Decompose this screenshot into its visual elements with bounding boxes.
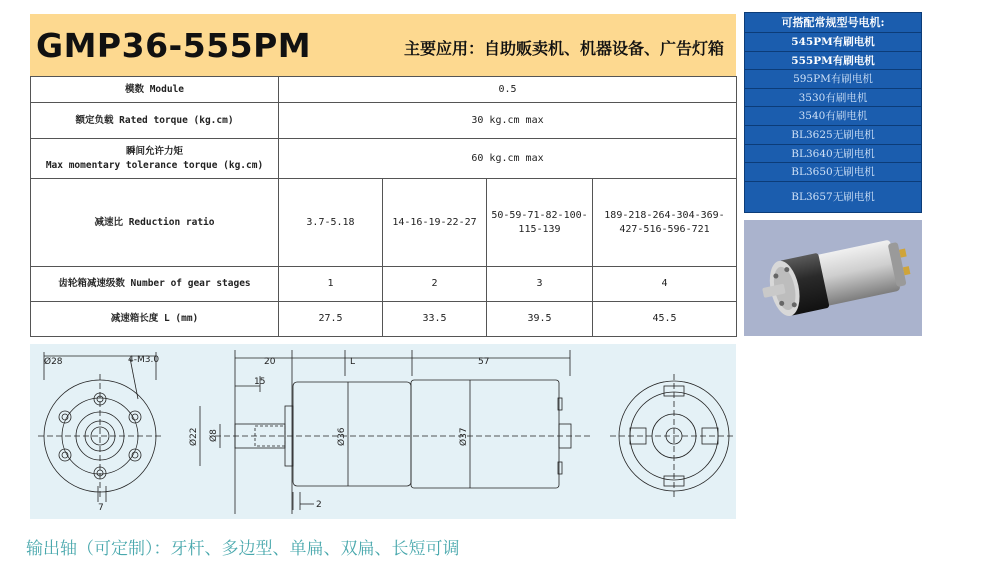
dim-d37: Ø37 (459, 427, 469, 446)
ratio-label: 减速比 Reduction ratio (31, 179, 279, 267)
max-torque-label (31, 139, 279, 179)
motor-item: 3540有刷电机 (745, 107, 921, 126)
length-value-2: 33.5 (383, 302, 487, 337)
spec-table (30, 76, 737, 337)
motor-item: BL3657无刷电机 (791, 190, 875, 203)
table-row (31, 302, 737, 337)
dim-15: 15 (254, 377, 266, 387)
motor-item: BL3650无刷电机 (745, 163, 921, 182)
dim-d28: Ø28 (44, 357, 63, 367)
ratio-value-3: 50-59-71-82-100-115-139 (487, 179, 593, 267)
motor-list (744, 12, 922, 213)
length-value-4: 45.5 (593, 302, 737, 337)
footer-output-shaft-note: 输出轴（可定制）：牙杆、多边型、单扁、双扁、长短可调 (26, 539, 460, 559)
motor-item: 3530有刷电机 (745, 89, 921, 108)
header-banner (30, 14, 736, 76)
dim-d22: Ø22 (189, 427, 199, 446)
rated-torque-label: 额定负载 Rated torque (kg.cm) (31, 103, 279, 139)
table-row (31, 179, 737, 267)
motor-list-title: 可搭配常规型号电机: (745, 13, 921, 33)
dim-m3: 4-M3.0 (128, 355, 160, 365)
model-title: GMP36-555PM (36, 26, 312, 65)
motor-item: 555PM有刷电机 (745, 52, 921, 71)
rated-torque-value: 30 kg.cm max (279, 103, 737, 139)
stages-label: 齿轮箱减速级数 Number of gear stages (31, 267, 279, 302)
max-torque-value: 60 kg.cm max (279, 139, 737, 179)
length-value-1: 27.5 (279, 302, 383, 337)
dim-2: 2 (316, 500, 322, 510)
max-torque-label-en: Max momentary tolerance torque (kg.cm) (45, 159, 264, 171)
module-value: 0.5 (279, 77, 737, 103)
table-row (31, 139, 737, 179)
application-text: 主要应用：自助贩卖机、机器设备、广告灯箱 (403, 39, 724, 58)
dim-57: 57 (478, 357, 490, 367)
motor-item: 595PM有刷电机 (745, 70, 921, 89)
dim-d8: Ø8 (209, 429, 219, 442)
ratio-value-1: 3.7-5.18 (279, 179, 383, 267)
max-torque-label-cn: 瞬间允许力矩 (125, 145, 183, 157)
table-row (31, 267, 737, 302)
table-row (31, 103, 737, 139)
stages-value-1: 1 (279, 267, 383, 302)
module-label: 模数 Module (31, 77, 279, 103)
length-value-3: 39.5 (487, 302, 593, 337)
table-row (31, 77, 737, 103)
motor-item: 545PM有刷电机 (745, 33, 921, 52)
dim-7: 7 (98, 503, 104, 513)
dim-l: L (350, 357, 356, 367)
gear-motor-image (744, 220, 922, 336)
technical-drawing (30, 344, 736, 519)
dim-d36: Ø36 (337, 427, 347, 446)
dim-20: 20 (264, 357, 276, 367)
product-photo (744, 220, 922, 336)
motor-item: BL3640无刷电机 (745, 145, 921, 164)
stages-value-2: 2 (383, 267, 487, 302)
length-label: 减速箱长度 L (mm) (31, 302, 279, 337)
ratio-value-2: 14-16-19-22-27 (383, 179, 487, 267)
stages-value-4: 4 (593, 267, 737, 302)
ratio-value-4: 189-218-264-304-369-427-516-596-721 (593, 179, 737, 267)
stages-value-3: 3 (487, 267, 593, 302)
motor-item: BL3625无刷电机 (745, 126, 921, 145)
